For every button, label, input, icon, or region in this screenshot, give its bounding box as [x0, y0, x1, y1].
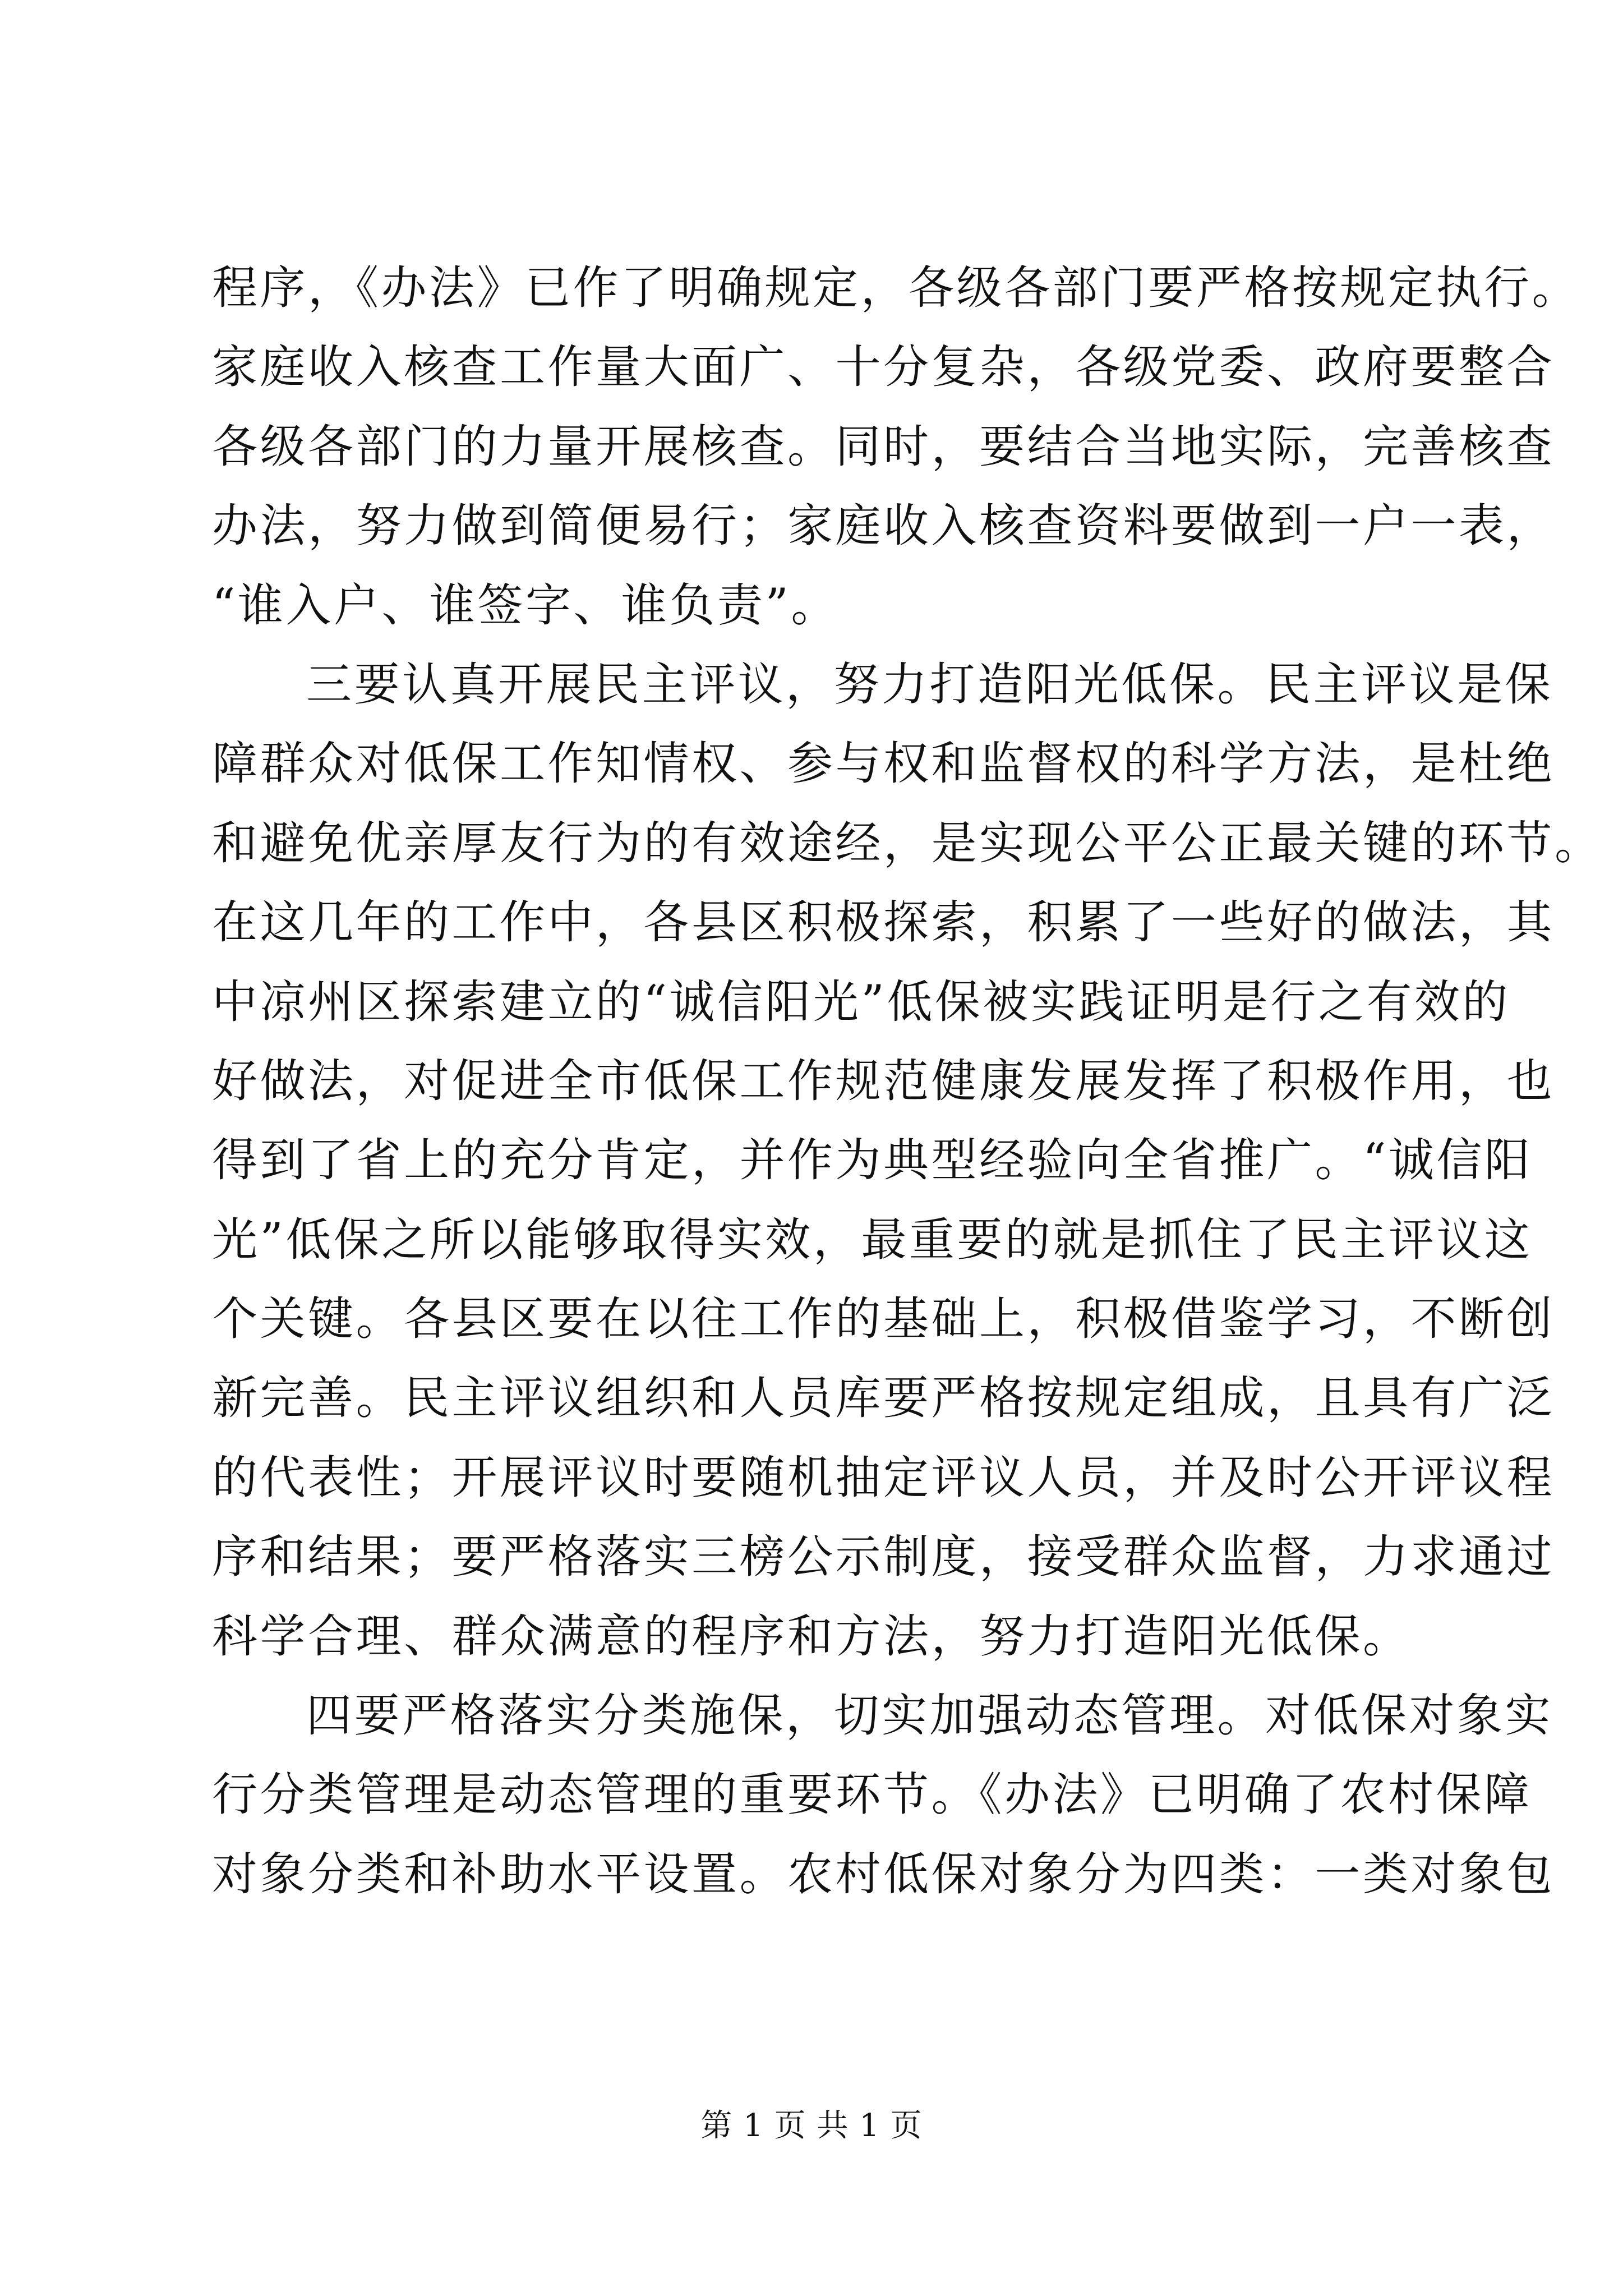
text-line: 和避免优亲厚友行为的有效途经，是实现公平公正最关键的环节。 — [212, 817, 1603, 870]
text-line: 办法，努力做到简便易行；家庭收入核查资料要做到一户一表， — [212, 500, 1555, 553]
text-line: 中凉州区探索建立的“诚信阳光”低保被实践证明是行之有效的 — [212, 976, 1510, 1029]
text-line: 程序，《办法》已作了明确规定，各级各部门要严格按规定执行。 — [212, 262, 1580, 315]
text-line: 各级各部门的力量开展核查。同时，要结合当地实际，完善核查 — [212, 420, 1555, 473]
text-line: 行分类管理是动态管理的重要环节。《办法》已明确了农村保障 — [212, 1769, 1532, 1822]
page-footer: 第 1 页 共 1 页 — [700, 2108, 923, 2144]
text-line: 四要严格落实分类施保，切实加强动态管理。对低保对象实 — [306, 1690, 1553, 1743]
text-line: 家庭收入核查工作量大面广、十分复杂，各级党委、政府要整合 — [212, 341, 1555, 394]
text-line: 三要认真开展民主评议，努力打造阳光低保。民主评议是保 — [306, 658, 1553, 711]
text-line: 序和结果；要严格落实三榜公示制度，接受群众监督，力求通过 — [212, 1531, 1555, 1584]
text-line: 个关键。各县区要在以往工作的基础上，积极借鉴学习，不断创 — [212, 1293, 1555, 1346]
text-line: 科学合理、群众满意的程序和方法，努力打造阳光低保。 — [212, 1610, 1411, 1663]
text-line: 对象分类和补助水平设置。农村低保对象分为四类：一类对象包 — [212, 1848, 1555, 1901]
text-line: 新完善。民主评议组织和人员库要严格按规定组成，且具有广泛 — [212, 1372, 1555, 1425]
text-line: 在这几年的工作中，各县区积极探索，积累了一些好的做法，其 — [212, 896, 1555, 950]
text-line: 的代表性；开展评议时要随机抽定评议人员，并及时公开评议程 — [212, 1451, 1555, 1504]
text-line: “谁入户、谁签字、谁负责”。 — [212, 579, 839, 632]
text-line: 障群众对低保工作知情权、参与权和监督权的科学方法，是杜绝 — [212, 738, 1555, 791]
text-line: 好做法，对促进全市低保工作规范健康发展发挥了积极作用，也 — [212, 1055, 1555, 1108]
text-line: 得到了省上的充分肯定，并作为典型经验向全省推广。“诚信阳 — [212, 1134, 1533, 1188]
body-text — [212, 249, 1603, 1915]
text-line: 光”低保之所以能够取得实效，最重要的就是抓住了民主评议这 — [212, 1213, 1533, 1267]
